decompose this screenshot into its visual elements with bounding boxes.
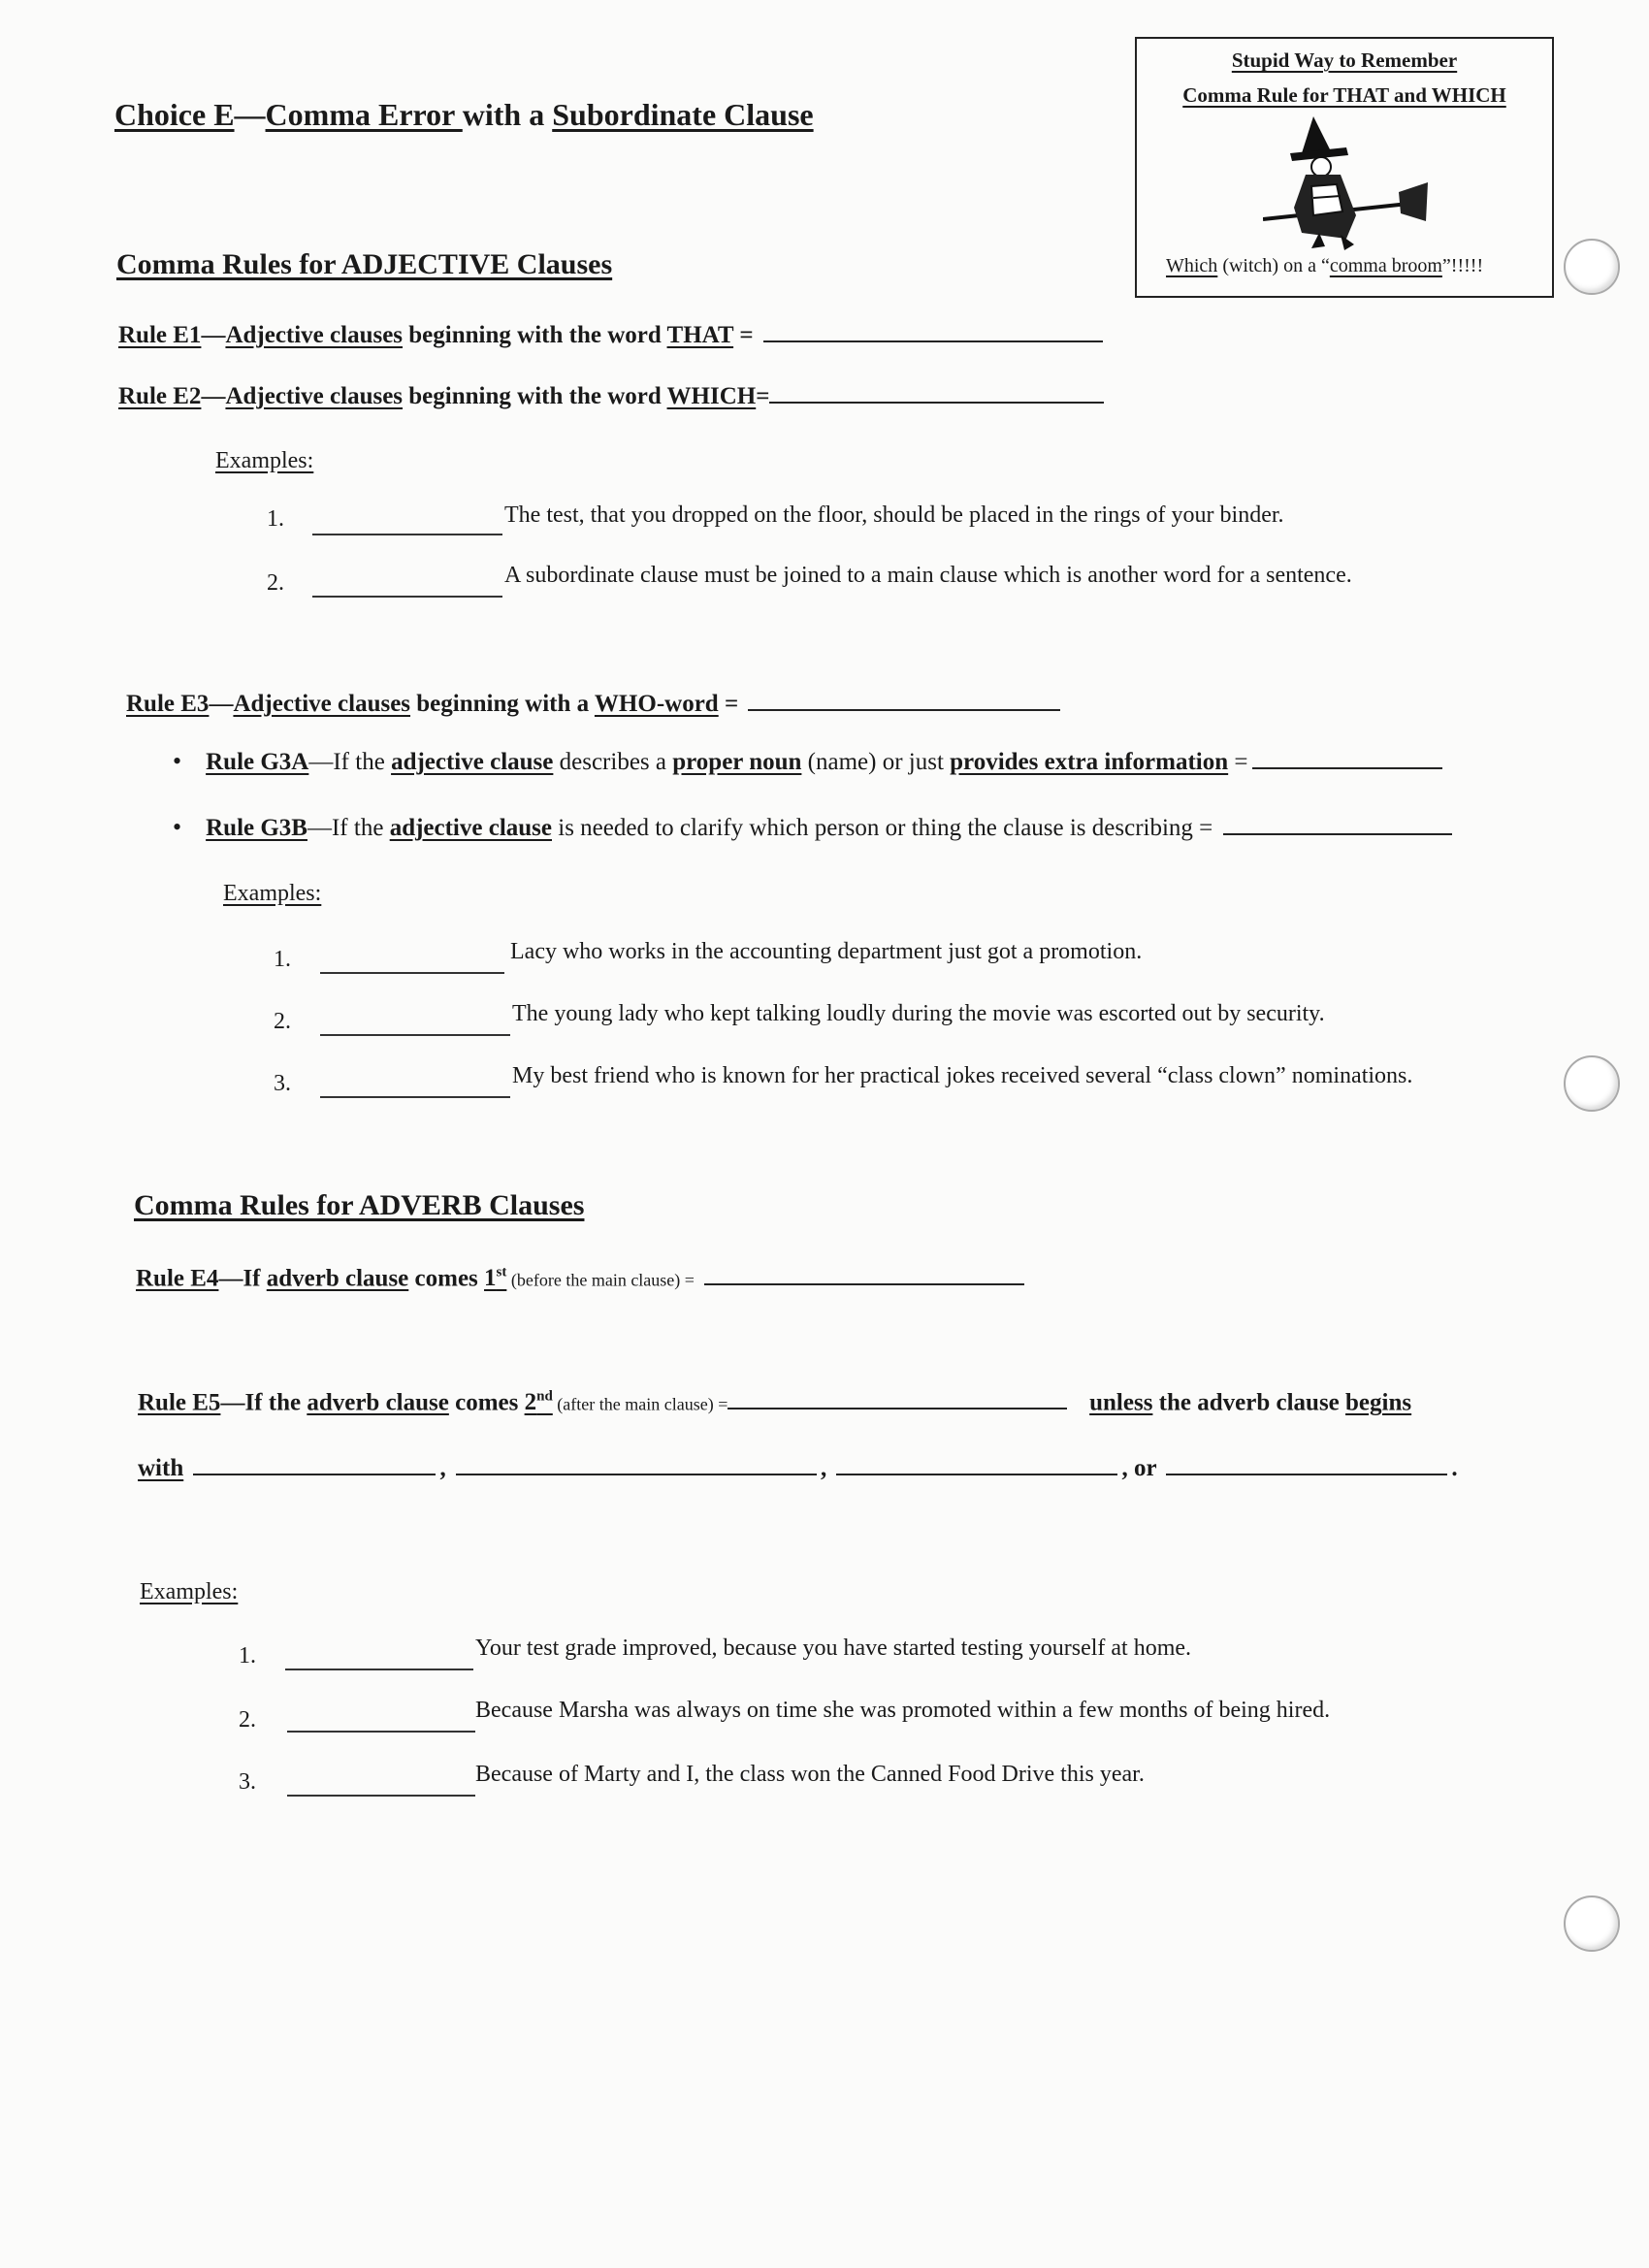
adj-example-2-text: A subordinate clause must be joined to a main clause which is another word for a sentence. bbox=[504, 563, 1352, 588]
title-dash: — bbox=[234, 97, 266, 132]
title-subordinate: Subordinate Clause bbox=[552, 97, 814, 132]
adj2-example-2-text: The young lady who kept talking loudly during the movie was escorted out by security. bbox=[512, 1001, 1325, 1026]
adj2-example-1-blank[interactable] bbox=[320, 972, 504, 974]
adj-example-1-blank[interactable] bbox=[312, 534, 502, 535]
title-error: Comma Error bbox=[265, 97, 463, 132]
with-blank-4[interactable] bbox=[1166, 1473, 1447, 1475]
witch-on-broom-icon bbox=[1263, 114, 1428, 250]
rule-e2-answer-blank[interactable] bbox=[769, 401, 1104, 404]
adj2-example-1-text: Lacy who works in the accounting department just got a promotion. bbox=[510, 939, 1143, 964]
witch-word-which: Which bbox=[1166, 255, 1218, 276]
adj2-example-2-blank[interactable] bbox=[320, 1034, 510, 1036]
rule-e3: Rule E3—Adjective clauses beginning with a WHO-word = bbox=[126, 691, 1064, 718]
rule-e5-answer-blank[interactable] bbox=[728, 1407, 1067, 1409]
adj2-example-3-num: 3. bbox=[274, 1071, 291, 1096]
rule-e4-answer-blank[interactable] bbox=[704, 1282, 1024, 1285]
rule-g3a-answer-blank[interactable] bbox=[1252, 766, 1442, 769]
adv-example-1-num: 1. bbox=[239, 1643, 256, 1669]
adj-example-2-blank[interactable] bbox=[312, 596, 502, 598]
rule-e1-answer-blank[interactable] bbox=[763, 340, 1103, 342]
binder-hole-middle bbox=[1564, 1055, 1620, 1112]
rule-e3-answer-blank[interactable] bbox=[748, 708, 1060, 711]
rule-e5-with-line: with , , , or . bbox=[138, 1455, 1458, 1481]
adj-example-2-num: 2. bbox=[267, 570, 284, 596]
adj-example-1-num: 1. bbox=[267, 506, 284, 532]
rule-e5-ordinal: 2nd bbox=[524, 1389, 553, 1416]
rule-g3b: • Rule G3B—If the adjective clause is needed to clarify which person or thing the clause is describing = bbox=[173, 813, 1456, 842]
title-with: with a bbox=[462, 97, 553, 132]
rule-e1: Rule E1—Adjective clauses beginning with the word THAT = bbox=[118, 322, 1107, 349]
bullet-g3a: • bbox=[173, 747, 182, 775]
adv-example-3-text: Because of Marty and I, the class won the Canned Food Drive this year. bbox=[475, 1762, 1145, 1787]
witch-word-end: ”!!!!! bbox=[1441, 255, 1484, 276]
adv-example-3-blank[interactable] bbox=[287, 1795, 475, 1797]
page-title bbox=[114, 97, 814, 133]
rule-g3b-answer-blank[interactable] bbox=[1223, 832, 1452, 835]
rule-e2: Rule E2—Adjective clauses beginning with the word WHICH= bbox=[118, 383, 1108, 410]
adv-example-2-text: Because Marsha was always on time she was promoted within a few months of being hired. bbox=[475, 1698, 1331, 1723]
examples-label-1: Examples: bbox=[215, 448, 314, 473]
adv-example-1-blank[interactable] bbox=[285, 1669, 473, 1670]
adj2-example-1-num: 1. bbox=[274, 947, 291, 972]
adj2-example-3-blank[interactable] bbox=[320, 1096, 510, 1098]
adverb-heading: Comma Rules for ADVERB Clauses bbox=[134, 1189, 585, 1221]
adj2-example-3-text: My best friend who is known for her practical jokes received several “class clown” nominations. bbox=[512, 1063, 1413, 1088]
examples-label-3: Examples: bbox=[140, 1579, 239, 1604]
with-blank-3[interactable] bbox=[836, 1473, 1117, 1475]
binder-hole-top bbox=[1564, 239, 1620, 295]
adv-example-1-text: Your test grade improved, because you have started testing yourself at home. bbox=[475, 1636, 1192, 1661]
rule-e4: Rule E4—If adverb clause comes 1st (before the main clause) = bbox=[136, 1265, 1028, 1292]
bullet-g3b: • bbox=[173, 813, 182, 841]
adv-example-3-num: 3. bbox=[239, 1769, 256, 1795]
binder-hole-bottom bbox=[1564, 1895, 1620, 1952]
adv-example-2-blank[interactable] bbox=[287, 1731, 475, 1733]
witch-word-broom: comma broom bbox=[1329, 255, 1442, 276]
witch-line3 bbox=[1166, 255, 1483, 277]
with-blank-2[interactable] bbox=[456, 1473, 817, 1475]
adj2-example-2-num: 2. bbox=[274, 1009, 291, 1034]
witch-line1: Stupid Way to Remember bbox=[1231, 49, 1458, 72]
witch-word-mid: (witch) on a “ bbox=[1217, 255, 1330, 276]
examples-label-2: Examples: bbox=[223, 881, 322, 906]
with-blank-1[interactable] bbox=[193, 1473, 436, 1475]
rule-e5: Rule E5—If the adverb clause comes 2nd (after the main clause) = unless the adverb clause begins bbox=[138, 1389, 1412, 1416]
rule-g3a: • Rule G3A—If the adjective clause describes a proper noun (name) or just provides extra information = bbox=[173, 747, 1446, 776]
rule-e4-ordinal: 1st bbox=[484, 1265, 507, 1292]
title-choice: Choice E bbox=[114, 97, 235, 132]
witch-mnemonic-box bbox=[1135, 37, 1554, 298]
adj-example-1-text: The test, that you dropped on the floor, should be placed in the rings of your binder. bbox=[504, 502, 1284, 528]
witch-line2: Comma Rule for THAT and WHICH bbox=[1182, 83, 1506, 107]
adv-example-2-num: 2. bbox=[239, 1707, 256, 1733]
adjective-heading: Comma Rules for ADJECTIVE Clauses bbox=[116, 248, 613, 280]
